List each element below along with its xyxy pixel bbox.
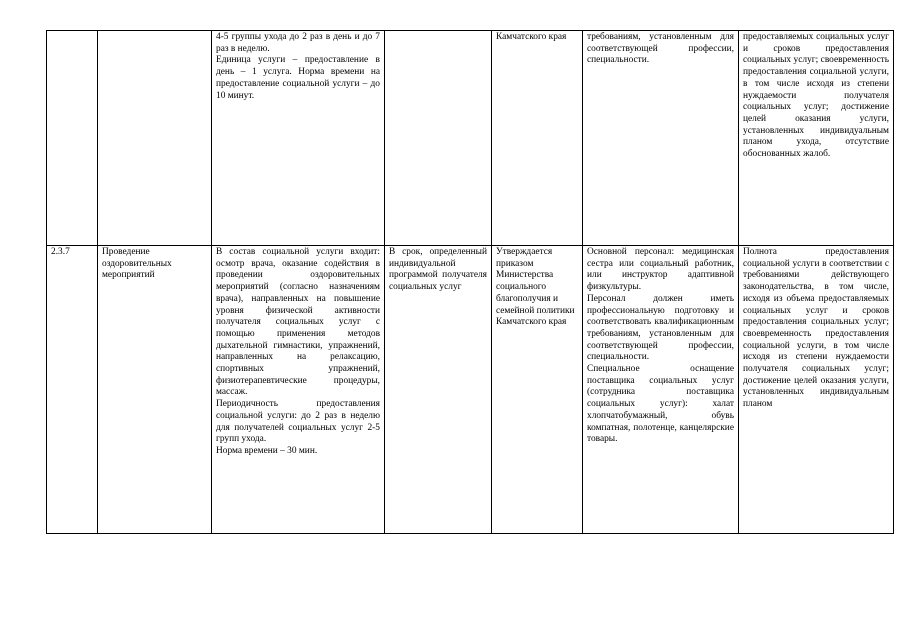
paragraph: Утверждается приказом Министерства социального благополучия и семейной политики Камчатского края	[496, 247, 575, 328]
paragraph: требованиям, установленным для соответствующей профессии, специальности.	[587, 32, 734, 66]
cell-description	[212, 246, 385, 534]
paragraph: 4-5 группы ухода до 2 раз в день и до 7 раз в неделю.	[216, 32, 380, 54]
services-table	[46, 30, 894, 534]
cell-service-name	[98, 31, 212, 246]
paragraph: Персонал должен иметь профессиональную подготовку и соответствовать квалификационным требованиям, установленным для соответствующей профессии, специальности.	[587, 293, 734, 363]
cell-number	[47, 31, 98, 246]
cell-number: 2.3.7	[47, 246, 98, 534]
cell-deadline: В срок, определенный индивидуальной программой получателя социальных услуг	[385, 246, 492, 534]
cell-conditions	[583, 31, 739, 246]
cell-conditions	[583, 246, 739, 534]
cell-tariff	[492, 31, 583, 246]
paragraph: Камчатского края	[496, 32, 567, 42]
cell-service-name: Проведение оздоровительных мероприятий	[98, 246, 212, 534]
table-row	[47, 246, 894, 534]
cell-tariff	[492, 246, 583, 534]
paragraph: Основной персонал: медицинская сестра или социальный работник, или инструктор адаптивной физкультуры.	[587, 247, 734, 293]
paragraph: предоставляемых социальных услуг и сроков предоставления социальных услуг; своевременность предоставления социальной услуги, в том числе исходя из степени нуждаемости получателя социальных услуг; достижение целей оказания услуги, установленных индивидуальным планом ухода, отсутствие обоснованных жалоб.	[743, 32, 889, 160]
paragraph: Норма времени – 30 мин.	[216, 445, 318, 456]
table-row	[47, 31, 894, 246]
paragraph: Единица услуги – предоставление в день – 1 услуга. Норма времени на предоставление социальной услуги – до 10 минут.	[216, 55, 380, 101]
paragraph: Полнота предоставления социальной услуги в соответствии с требованиями действующего законодательства, в том числе, исходя из объема предоставляемых социальных услуг и сроков предоставления социальных услуг; своевременность предоставления социальной услуги, в том числе исходя из степени нуждаемости получателя социальных услуг; достижение целей оказания услуги, установленных индивидуальным планом	[743, 247, 889, 410]
paragraph: В состав социальной услуги входит: осмотр врача, оказание содействия в проведении оздоровительных мероприятий (согласно назначениям врача), направленных на повышение уровня физической активности получателя социальных услуг с помощью применения методов дыхательной гимнастики, упражнений, направленных на релаксацию, спортивных упражнений, физиотерапевтические процедуры, массаж.	[216, 247, 380, 398]
cell-quality-indicators	[739, 31, 894, 246]
paragraph: Специальное оснащение поставщика социальных услуг (сотрудника поставщика социальных услуг): халат хлопчатобумажный, обувь компатная, полотенце, канцелярские товары.	[587, 364, 734, 445]
cell-quality-indicators	[739, 246, 894, 534]
cell-deadline	[385, 31, 492, 246]
paragraph: Периодичность предоставления социальной услуги: до 2 раз в неделю для получателей социальных услуг 2-5 групп ухода.	[216, 399, 380, 445]
cell-description	[212, 31, 385, 246]
